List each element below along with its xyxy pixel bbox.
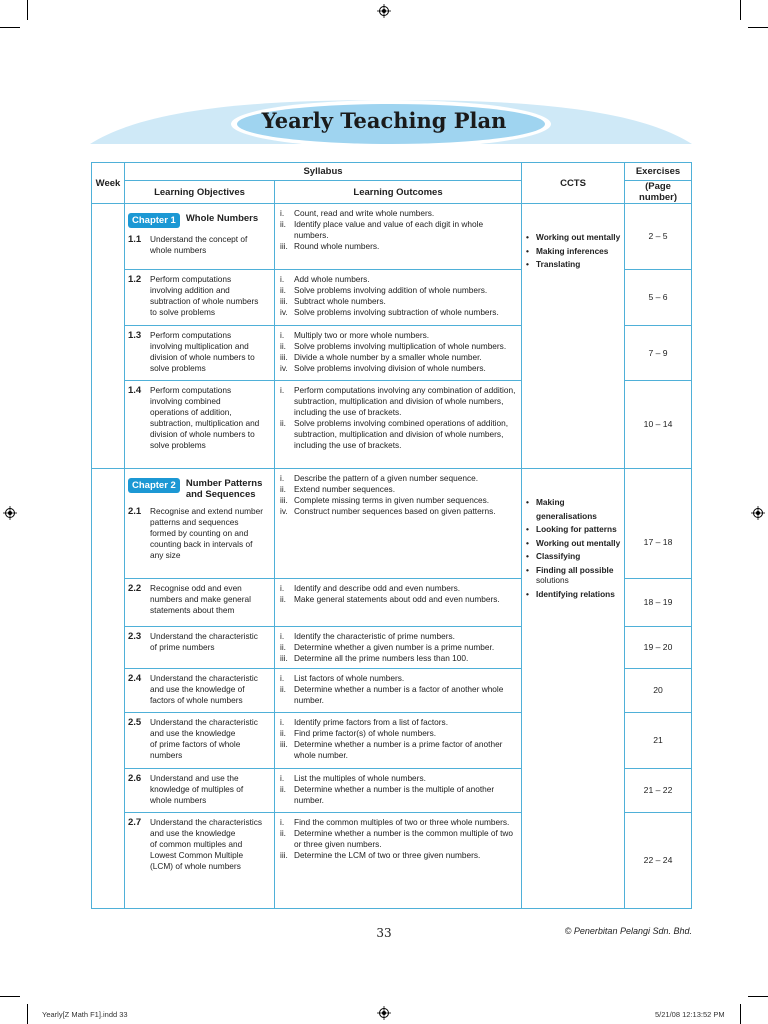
objective-text: Perform computations involving combined operations of addition, subtraction, multiplication and division of whole numbers to solve problems [150,385,260,450]
objective-text: Understand and use the knowledge of multiples of whole numbers [150,773,244,805]
outcome-item [280,784,518,806]
outcome-item [280,642,518,653]
learning-objective-cell [125,469,275,579]
learning-objective-cell [125,713,275,769]
outcome-item [280,506,518,517]
week-cell [92,204,125,469]
objective-number: 2.3 [128,631,142,642]
outcome-text: Determine all the prime numbers less than 100. [294,653,469,663]
exercise-pages-cell: 10 – 14 [625,381,692,469]
outcome-numeral: iii. [280,352,288,362]
learning-outcomes-cell [275,326,522,381]
outcome-numeral: ii. [280,684,286,694]
crop-mark [748,27,768,28]
exercise-pages-cell: 19 – 20 [625,627,692,669]
objective-number: 1.4 [128,385,142,396]
objective-text: Understand the characteristic and use the knowledge of factors of whole numbers [150,673,258,705]
outcome-text: Perform computations involving any combination of addition, subtraction, multiplication and division of whole numbers, including the use of brackets. [294,385,516,417]
outcome-item [280,817,518,828]
outcome-text: Identify place value and value of each digit in whole numbers. [294,219,484,240]
outcome-numeral: iii. [280,241,288,251]
learning-outcomes-cell [275,204,522,270]
outcome-numeral: ii. [280,341,286,351]
objective-number: 1.1 [128,234,142,245]
outcome-text: Solve problems involving multiplication of whole numbers. [294,341,507,351]
outcome-text: Identify prime factors from a list of factors. [294,717,449,727]
objective-number: 1.3 [128,330,142,341]
outcome-text: Determine the LCM of two or three given numbers. [294,850,481,860]
crop-mark [27,0,28,20]
outcome-numeral: iv. [280,363,288,373]
outcome-numeral: ii. [280,219,286,229]
crop-mark [0,27,20,28]
outcome-text: Construct number sequences based on given patterns. [294,506,496,516]
outcome-text: Add whole numbers. [294,274,370,284]
objective-number: 2.2 [128,583,142,594]
outcome-numeral: i. [280,773,285,783]
chapter-badge: Chapter 2 [128,478,180,493]
objective-text: Understand the characteristic and use the knowledge of prime factors of whole numbers [150,717,258,760]
outcome-text: Determine whether a number is the common multiple of two or three given numbers. [294,828,514,849]
bullet-icon: • [526,245,529,256]
outcome-numeral: ii. [280,418,286,428]
bullet-icon: • [526,537,529,548]
exercise-pages-cell: 7 – 9 [625,326,692,381]
outcome-item [280,330,518,341]
objective-number: 2.1 [128,506,142,517]
outcome-numeral: iv. [280,307,288,317]
outcome-item [280,684,518,706]
outcome-item [280,583,518,594]
objective-text: Understand the characteristics and use the knowledge of common multiples and Lowest Common Multiple (LCM) of whole numbers [150,817,263,871]
outcome-item [280,739,518,761]
outcome-item [280,274,518,285]
objective-text: Recognise and extend number patterns and sequences formed by counting on and counting back in intervals of any size [150,506,264,560]
outcome-item [280,717,518,728]
ccts-item: • Working out mentally [526,537,621,551]
exercise-pages-cell: 18 – 19 [625,579,692,627]
learning-outcomes-cell [275,381,522,469]
outcome-text: Make general statements about odd and even numbers. [294,594,500,604]
outcome-text: Extend number sequences. [294,484,396,494]
objective-text: Understand the concept of whole numbers [150,234,248,255]
chapter-heading [128,478,272,500]
outcome-item [280,418,518,451]
learning-outcomes-cell [275,713,522,769]
bullet-icon: • [526,564,529,575]
outcome-item [280,728,518,739]
table-row [92,204,692,270]
outcome-numeral: i. [280,717,285,727]
header-page-number: (Page number) [625,181,692,204]
bullet-icon: • [526,524,529,534]
bullet-icon: • [526,551,529,561]
outcome-item [280,484,518,495]
ccts-cell [522,469,625,909]
outcome-numeral: ii. [280,484,286,494]
table-row [92,469,692,579]
outcome-item [280,495,518,506]
ccts-item-continuation: solutions [536,575,569,585]
outcome-item [280,828,518,850]
exercise-pages-cell: 2 – 5 [625,204,692,270]
registration-mark-icon [3,506,17,520]
outcome-numeral: i. [280,583,285,593]
outcome-text: Determine whether a number is the multiple of another number. [294,784,495,805]
learning-objective-cell [125,326,275,381]
outcome-text: Determine whether a given number is a prime number. [294,642,495,652]
header-learning-outcomes: Learning Outcomes [275,181,522,204]
exercise-pages-cell: 21 – 22 [625,769,692,813]
registration-mark-icon [377,4,391,18]
outcome-text: Determine whether a number is a factor of another whole number. [294,684,504,705]
outcome-item [280,631,518,642]
copyright-notice: © Penerbitan Pelangi Sdn. Bhd. [564,926,692,936]
outcome-numeral: ii. [280,828,286,838]
outcome-numeral: i. [280,817,285,827]
outcome-numeral: ii. [280,784,286,794]
exercise-pages-cell: 17 – 18 [625,469,692,579]
outcome-numeral: i. [280,673,285,683]
week-cell [92,469,125,909]
bullet-icon: • [526,259,529,269]
outcome-text: Identify and describe odd and even numbers. [294,583,461,593]
header-learning-objectives: Learning Objectives [125,181,275,204]
ccts-item: • Making generalisations [526,496,621,523]
outcome-text: Solve problems involving addition of whole numbers. [294,285,488,295]
outcome-item [280,285,518,296]
exercise-pages-cell: 22 – 24 [625,813,692,909]
outcome-numeral: i. [280,208,285,218]
outcome-text: Round whole numbers. [294,241,380,251]
ccts-item: • Making inferences [526,245,621,259]
learning-objective-cell [125,813,275,909]
objective-text: Understand the characteristic of prime numbers [150,631,258,652]
registration-mark-icon [751,506,765,520]
learning-objective-cell [125,627,275,669]
outcome-numeral: ii. [280,642,286,652]
objective-number: 1.2 [128,274,142,285]
objective-number: 2.6 [128,773,142,784]
outcome-item [280,473,518,484]
header-ccts: CCTS [522,163,625,204]
outcome-item [280,773,518,784]
bullet-icon: • [526,588,529,599]
header-syllabus: Syllabus [125,163,522,181]
crop-mark [740,1004,741,1024]
learning-objective-cell [125,769,275,813]
outcome-text: Solve problems involving combined operations of addition, subtraction, multiplication and division of whole numbers, including the use of brackets. [294,418,509,450]
outcome-item [280,341,518,352]
header-exercises: Exercises [625,163,692,181]
page-title: Yearly Teaching Plan [261,108,507,133]
outcome-numeral: iii. [280,739,288,749]
outcome-text: Identify the characteristic of prime numbers. [294,631,455,641]
outcome-numeral: i. [280,631,285,641]
crop-mark [748,996,768,997]
learning-outcomes-cell [275,469,522,579]
outcome-text: Divide a whole number by a smaller whole number. [294,352,482,362]
learning-objective-cell [125,381,275,469]
chapter-heading [128,213,272,228]
outcome-item [280,850,518,861]
outcome-text: Complete missing terms in given number sequences. [294,495,490,505]
ccts-item: • Finding all possible [526,564,621,578]
outcome-numeral: i. [280,385,285,395]
outcome-numeral: iii. [280,850,288,860]
outcome-text: Solve problems involving subtraction of whole numbers. [294,307,499,317]
objective-number: 2.5 [128,717,142,728]
outcome-item [280,653,518,664]
outcome-numeral: i. [280,274,285,284]
outcome-numeral: i. [280,473,285,483]
ccts-item: • Looking for patterns [526,523,621,537]
outcome-numeral: ii. [280,728,286,738]
header-week: Week [92,163,125,204]
crop-mark [27,1004,28,1024]
crop-mark [0,996,20,997]
objective-text: Perform computations involving addition and subtraction of whole numbers to solve problems [150,274,259,317]
outcome-item [280,385,518,418]
outcome-numeral: ii. [280,594,286,604]
exercise-pages-cell: 21 [625,713,692,769]
outcome-numeral: iii. [280,653,288,663]
objective-number: 2.4 [128,673,142,684]
outcome-item [280,594,518,605]
ccts-cell [522,204,625,469]
ccts-item: • Working out mentally [526,231,621,245]
exercise-pages-cell: 20 [625,669,692,713]
outcome-item [280,352,518,363]
outcome-text: Determine whether a number is a prime factor of another whole number. [294,739,503,760]
outcome-text: Find the common multiples of two or three whole numbers. [294,817,510,827]
learning-objective-cell [125,270,275,326]
outcome-text: Solve problems involving division of whole numbers. [294,363,486,373]
outcome-numeral: ii. [280,285,286,295]
chapter-badge: Chapter 1 [128,213,180,228]
learning-outcomes-cell [275,270,522,326]
crop-mark [740,0,741,20]
outcome-numeral: iv. [280,506,288,516]
outcome-text: Multiply two or more whole numbers. [294,330,430,340]
learning-outcomes-cell [275,769,522,813]
ccts-item: • Classifying [526,550,621,564]
slug-date: 5/21/08 12:13:52 PM [655,1010,725,1019]
outcome-item [280,307,518,318]
exercise-pages-cell: 5 – 6 [625,270,692,326]
ccts-item: • Identifying relations [526,588,621,602]
outcome-item [280,208,518,219]
outcome-item [280,219,518,241]
learning-objective-cell [125,204,275,270]
page-number: 33 [376,926,392,940]
outcome-text: Count, read and write whole numbers. [294,208,435,218]
outcome-numeral: i. [280,330,285,340]
bullet-icon: • [526,232,529,242]
outcome-numeral: iii. [280,296,288,306]
outcome-item [280,296,518,307]
outcome-text: List the multiples of whole numbers. [294,773,426,783]
learning-objective-cell [125,669,275,713]
outcome-item [280,241,518,252]
objective-number: 2.7 [128,817,142,828]
slug-file-name: Yearly[Z Math F1].indd 33 [42,1010,128,1019]
objective-text: Perform computations involving multiplication and division of whole numbers to solve problems [150,330,255,373]
outcome-text: List factors of whole numbers. [294,673,405,683]
registration-mark-icon [377,1006,391,1020]
learning-outcomes-cell [275,579,522,627]
objective-text: Recognise odd and even numbers and make general statements about them [150,583,252,615]
chapter-name: Number Patterns and Sequences [185,478,263,500]
outcome-text: Find prime factor(s) of whole numbers. [294,728,437,738]
ccts-item: • Translating [526,258,621,272]
learning-outcomes-cell [275,813,522,909]
learning-outcomes-cell [275,669,522,713]
chapter-name: Whole Numbers [185,213,259,224]
learning-outcomes-cell [275,627,522,669]
outcome-item [280,673,518,684]
learning-objective-cell [125,579,275,627]
bullet-icon: • [526,497,529,507]
outcome-text: Subtract whole numbers. [294,296,386,306]
teaching-plan-table [91,162,692,909]
outcome-text: Describe the pattern of a given number sequence. [294,473,479,483]
outcome-numeral: iii. [280,495,288,505]
outcome-item [280,363,518,374]
